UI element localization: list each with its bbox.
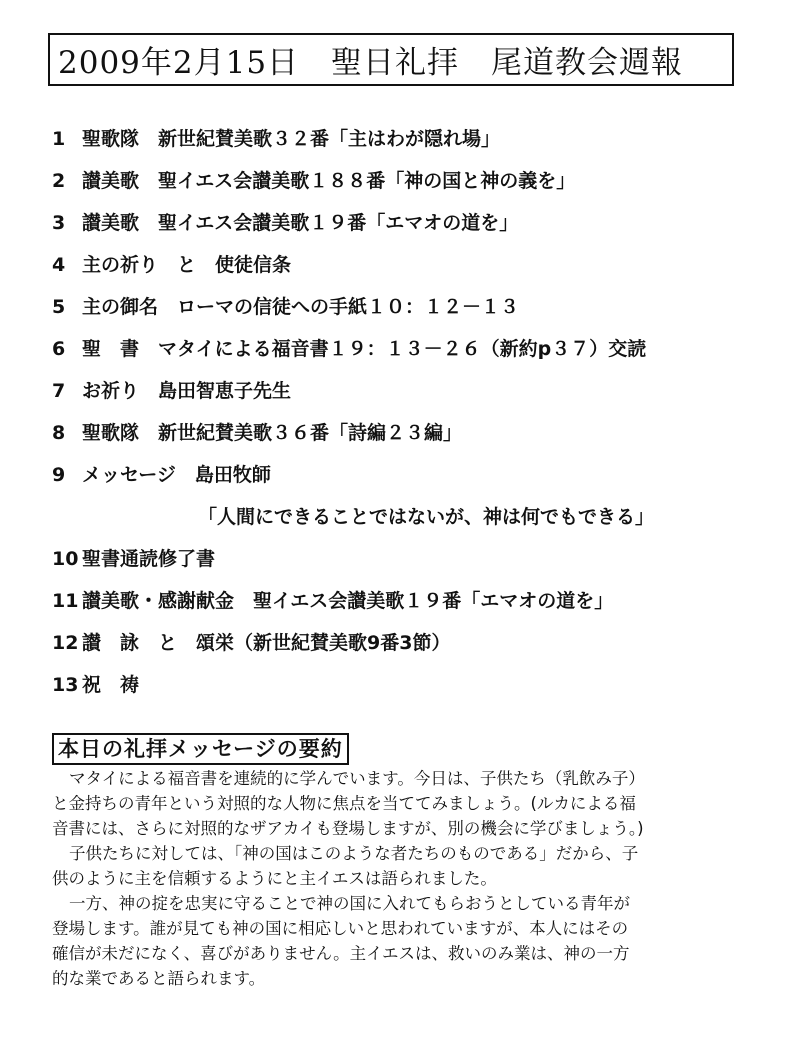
program-item xyxy=(52,454,752,496)
program-item-text: 主の祈り と 使徒信条 xyxy=(82,254,292,276)
program-item-number: 8 xyxy=(52,422,66,444)
summary-line: 音書には、さらに対照的なザアカイも登場しますが、別の機会に学びましょう。) xyxy=(52,819,644,838)
summary-body xyxy=(52,766,752,991)
program-item xyxy=(52,622,752,664)
program-item-number: 10 xyxy=(52,548,79,570)
program-item xyxy=(52,328,752,370)
bulletin-title: 2009年2月15日 聖日礼拝 尾道教会週報 xyxy=(48,33,734,86)
program-item-text: 主の御名 ローマの信徒への手紙１０：１２－１３ xyxy=(82,296,520,318)
program-item xyxy=(52,664,752,706)
program-item-text: 「人間にできることではないが、神は何でもできる」 xyxy=(198,506,655,528)
program-item-text: メッセージ 島田牧師 xyxy=(82,464,271,486)
program-item-number: 2 xyxy=(52,170,66,192)
summary-paragraph xyxy=(52,766,752,841)
summary-line: 供のように主を信頼するようにと主イエスは語られました。 xyxy=(52,869,497,888)
program-item-number: 7 xyxy=(52,380,66,402)
program-item-text: お祈り 島田智恵子先生 xyxy=(82,380,292,402)
program-item xyxy=(52,370,752,412)
program-item-number: 12 xyxy=(52,632,79,654)
program-item-text: 讃美歌・感謝献金 聖イエス会讃美歌１９番「エマオの道を」 xyxy=(82,590,614,612)
program-item xyxy=(52,580,752,622)
program-item xyxy=(52,160,752,202)
program-item-text: 聖書通読修了書 xyxy=(82,548,216,570)
program-item-number: 5 xyxy=(52,296,66,318)
program-item-text: 讃 詠 と 頌栄（新世紀賛美歌9番3節） xyxy=(82,632,451,654)
program-item-number: 13 xyxy=(52,674,79,696)
program-item-number: 11 xyxy=(52,590,79,612)
summary-line: 一方、神の掟を忠実に守ることで神の国に入れてもらおうとしている青年が xyxy=(69,894,630,913)
program-list xyxy=(52,118,752,706)
program-item xyxy=(52,244,752,286)
program-item-number xyxy=(52,496,82,538)
program-item-number: 9 xyxy=(52,464,66,486)
summary-line: 的な業であると語られます。 xyxy=(52,969,266,988)
program-item xyxy=(52,538,752,580)
program-item-number: 3 xyxy=(52,212,66,234)
summary-line: 確信が未だになく、喜びがありません。主イエスは、救いのみ業は、神の一方 xyxy=(52,944,630,963)
summary-line: マタイによる福音書を連続的に学んでいます。今日は、子供たち（乳飲み子） xyxy=(69,769,645,788)
program-item-text: 祝 祷 xyxy=(82,674,140,696)
program-item xyxy=(52,118,752,160)
program-item xyxy=(52,412,752,454)
program-item-text: 聖歌隊 新世紀賛美歌３２番「主はわが隠れ場」 xyxy=(82,128,501,150)
program-item-text: 聖 書 マタイによる福音書１９：１３－２６（新約p３７）交読 xyxy=(82,338,647,360)
summary-line: と金持ちの青年という対照的な人物に焦点を当ててみましょう。(ルカによる福 xyxy=(52,794,636,813)
summary-line: 子供たちに対しては、「神の国はこのような者たちのものである」だから、子 xyxy=(69,844,639,863)
program-item xyxy=(52,286,752,328)
summary-heading: 本日の礼拝メッセージの要約 xyxy=(52,733,349,765)
program-item-text: 聖歌隊 新世紀賛美歌３６番「詩編２３編」 xyxy=(82,422,463,444)
summary-line: 登場します。誰が見ても神の国に相応しいと思われていますが、本人にはその xyxy=(52,919,629,938)
program-item-text: 讃美歌 聖イエス会讃美歌１８８番「神の国と神の義を」 xyxy=(82,170,576,192)
program-item-number: 4 xyxy=(52,254,66,276)
program-item-number: 6 xyxy=(52,338,66,360)
program-item xyxy=(52,202,752,244)
sermon-title xyxy=(52,496,752,538)
summary-paragraph xyxy=(52,841,752,891)
program-item-number: 1 xyxy=(52,128,66,150)
summary-paragraph xyxy=(52,891,752,991)
program-item-text: 讃美歌 聖イエス会讃美歌１９番「エマオの道を」 xyxy=(82,212,519,234)
